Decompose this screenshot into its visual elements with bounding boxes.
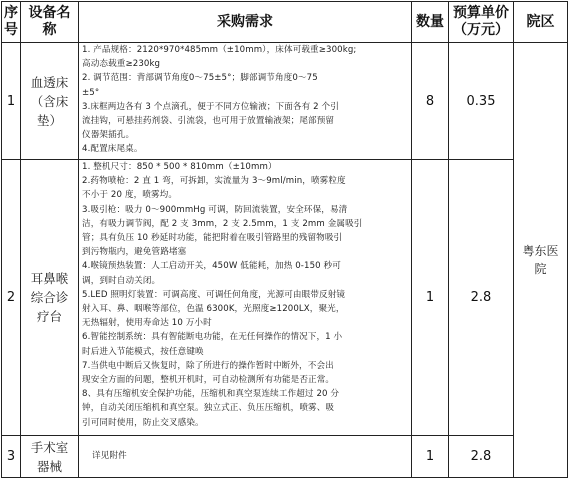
requirement-line: 高动态载重≥230kg — [82, 59, 161, 70]
requirement-line: 流挂钩，可悬挂药剂袋、引流袋，也可用于放置输液架；尾部预留 — [82, 116, 335, 127]
row-quantity: 1 — [412, 160, 449, 436]
header-index: 序 号 — [2, 2, 21, 43]
table-row — [2, 43, 568, 160]
requirement-line: 8、具有压缩机安全保护功能，压缩机和真空泵连续工作超过 20 分 — [82, 389, 340, 400]
row-requirements — [79, 160, 412, 436]
requirement-line: 5.LED 照明灯装置：可调高度、可调任何角度，光源可由眼带反射镜 — [82, 289, 346, 300]
requirement-line: 1. 产品规格：2120*970*485mm（±10mm），床体可载重≥300kg; — [82, 45, 357, 55]
requirement-line: ±5° — [82, 87, 100, 98]
row-quantity: 1 — [412, 436, 449, 478]
row-index: 1 — [2, 43, 21, 160]
requirement-line: 仪器架插孔。 — [82, 130, 135, 141]
header-requirements: 采购需求 — [79, 2, 412, 43]
row-device-name: 血透床 （含床 垫） — [21, 43, 79, 160]
row-index: 2 — [2, 160, 21, 436]
requirement-line: 钟，自动关闭压缩机和真空泵。独立式正、负压压缩机，喷雾、吸 — [82, 403, 335, 414]
requirement-line: 引可同时使用，防止交叉感染。 — [82, 417, 204, 428]
requirement-line: 3.吸引枪：吸力 0～900mmHg 可调，防回流装置，安全环保，易清 — [82, 204, 348, 215]
requirement-line: 管；具有负压 10 秒延时功能，能把附着在吸引管路里的残留物吸引 — [82, 233, 343, 244]
header-name: 设备名 称 — [21, 2, 79, 43]
requirement-line: 调，到时自动关闭。 — [82, 275, 161, 286]
table-row — [2, 160, 568, 436]
requirement-line: 1. 整机尺寸：850 * 500 * 810mm（±10mm） — [82, 162, 277, 172]
header-area: 院区 — [514, 2, 568, 43]
requirement-line: 到污物瓶内，避免管路堵塞 — [82, 247, 187, 258]
requirement-line: 7.当供电中断后又恢复时，除了所进行的操作暂时中断外，不会出 — [82, 360, 334, 371]
row-device-name: 手术室 器械 — [21, 436, 79, 478]
header-budget: 预算单价 （万元） — [449, 2, 514, 43]
table-row — [2, 436, 568, 478]
requirement-line: 洁，有吸力调节阀，配 2 支 3mm，2 支 2.5mm，1 支 2mm 金属吸引 — [82, 218, 363, 229]
requirement-line: 6.智能控制系统：具有智能断电功能，在无任何操作的情况下，1 小 — [82, 332, 343, 343]
requirement-line: 现安全方面的问题，整机开机时，可自动检测所有功能是否正常。 — [82, 375, 335, 386]
requirement-line: 详见附件 — [92, 451, 127, 462]
row-budget: 0.35 — [449, 43, 514, 160]
area-cell: 粤东医 院 — [514, 43, 568, 478]
requirement-line: 无热辐射，使用寿命达 10 万小时 — [82, 318, 212, 329]
row-device-name: 耳鼻喉 综合诊 疗台 — [21, 160, 79, 436]
requirement-line: 时后进入节能模式，按任意键唤 — [82, 346, 204, 357]
row-requirements — [79, 43, 412, 160]
header-row — [2, 2, 568, 43]
requirement-line: 4.配置床尾桌。 — [82, 144, 143, 155]
procurement-table — [1, 1, 568, 478]
row-budget: 2.8 — [449, 160, 514, 436]
requirement-line: 不小于 20 度，喷雾均。 — [82, 190, 178, 201]
row-requirements — [79, 436, 412, 478]
row-budget: 2.8 — [449, 436, 514, 478]
requirement-line: 3.床框两边各有 3 个点滴孔，便于不同方位输液；下面各有 2 个引 — [82, 101, 339, 112]
requirement-line: 4.喉镜预热装置：人工启动开关，450W 低能耗，加热 0-150 秒可 — [82, 261, 341, 272]
requirement-line: 2. 调节范围：背部调节角度0～75±5°；脚部调节角度0～75 — [82, 73, 318, 84]
row-quantity: 8 — [412, 43, 449, 160]
requirement-line: 射入耳、鼻、咽喉等部位，色温 6300K，光照度≥1200LX，聚光， — [82, 304, 345, 315]
row-index: 3 — [2, 436, 21, 478]
requirement-line: 2.药物喷枪：2 直 1 弯，可拆卸，实流量为 3～9ml/min，喷雾粒度 — [82, 176, 346, 187]
header-quantity: 数量 — [412, 2, 449, 43]
